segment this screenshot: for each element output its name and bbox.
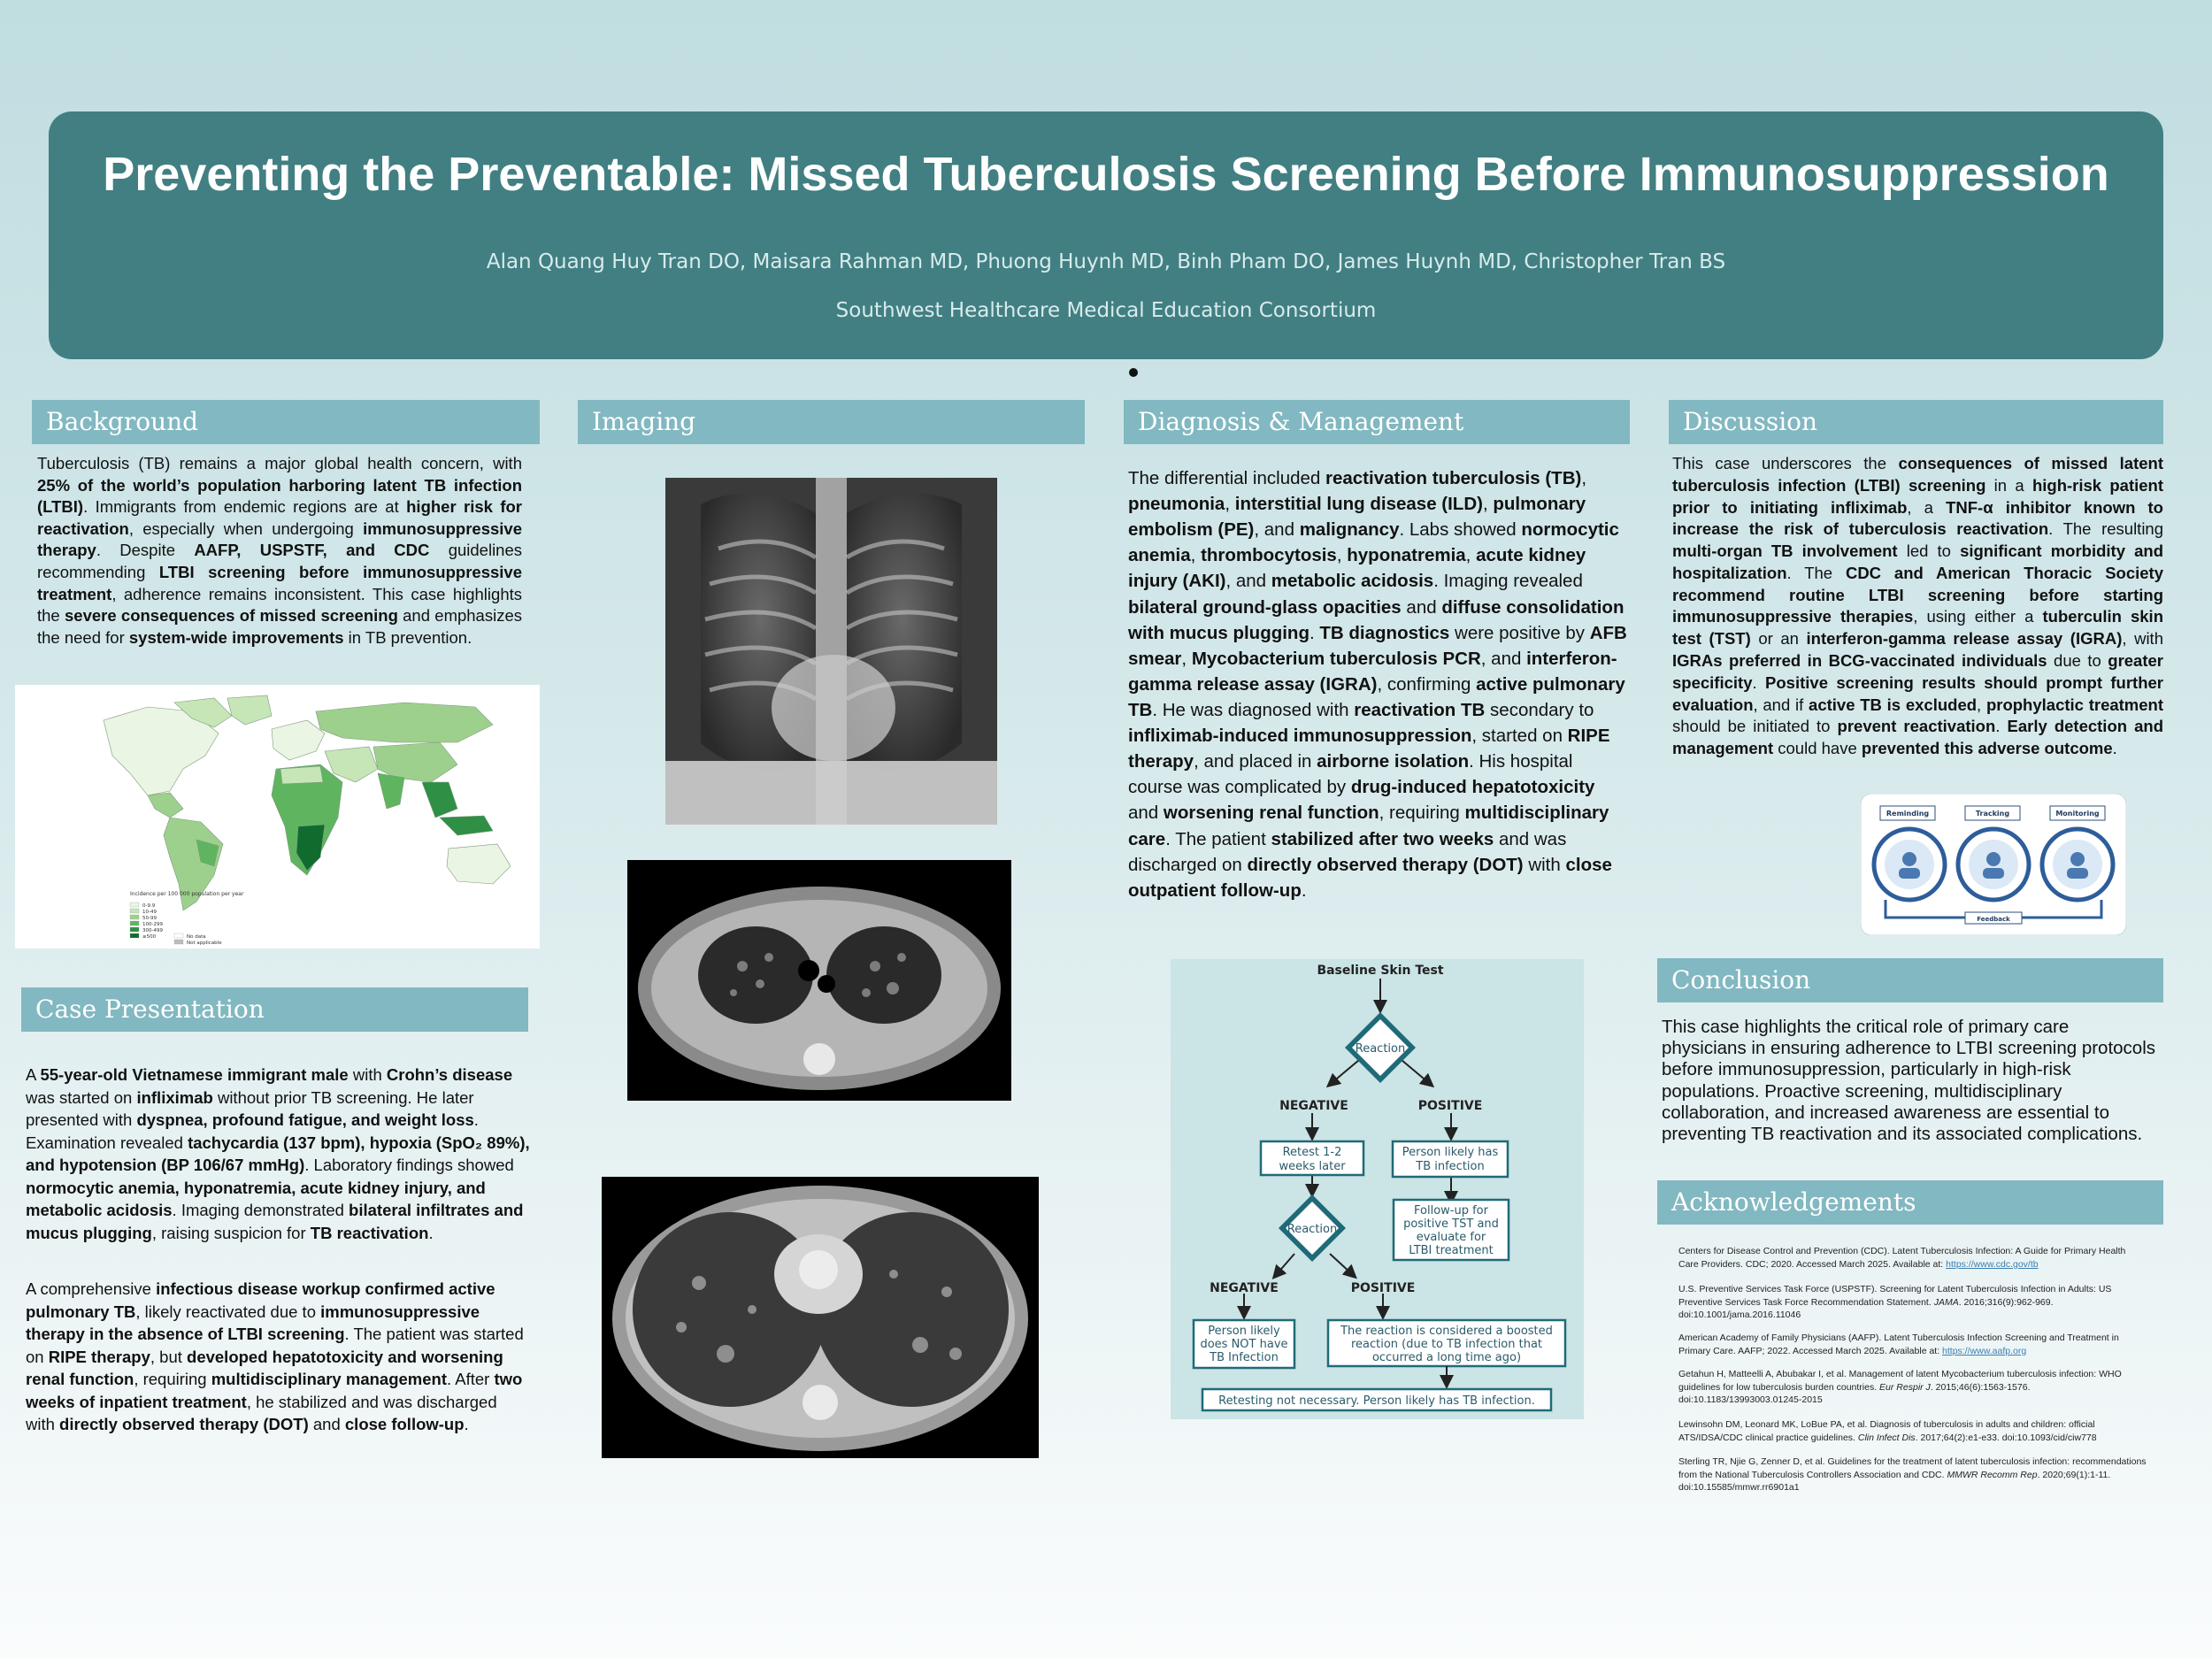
affiliation: Southwest Healthcare Medical Education Consortium <box>835 299 1377 322</box>
reference-link-aafp[interactable]: https://www.aafp.org <box>1942 1345 2027 1356</box>
reference-link-cdc[interactable]: https://www.cdc.gov/tb <box>1946 1258 2039 1270</box>
conclusion-text: This case highlights the critical role of primary care physicians in ensuring adherence to LTBI screening protocols before immunosuppression, particularly in high-risk populations. Proactive screening, multidisciplinary collaboration, and increased awareness are essential to preventing TB reactivation and its associated complications. <box>1662 1017 2155 1144</box>
reference-1: Centers for Disease Control and Prevention (CDC). Latent Tuberculosis Infection: A Guide for Primary Health Care Providers. CDC; 2020. Accessed March 2025. Available at: https://www.cdc.gov/tb <box>1678 1246 2126 1270</box>
map-legend-item: ≥500 <box>142 934 157 940</box>
tb-incidence-map <box>15 685 540 949</box>
section-header-background: Background <box>32 400 540 444</box>
ct-upper-chest-image <box>627 860 1011 1101</box>
flow-not-2: does NOT have <box>1200 1338 1288 1351</box>
diagnosis-text: The differential included reactivation tuberculosis (TB), pneumonia, interstitial lung disease (ILD), pulmonary embolism (PE), and malignancy. Labs showed normocytic anemia, thrombocytosis, hyponatremia, acute kidney injury (AKI), and metabolic acidosis. Imaging revealed bilateral ground-glass opacities and diffuse consolidation with mucus plugging. TB diagnostics were positive by AFB smear, Mycobacterium tuberculosis PCR, and interferon-gamma release assay (IGRA), confirming active pulmonary TB. He was diagnosed with reactivation TB secondary to infliximab-induced immunosuppression, started on RIPE therapy, and placed in airborne isolation. His hospital course was complicated by drug-induced hepatotoxicity and worsening renal function, requiring multidisciplinary care. The patient stabilized after two weeks and was discharged on directly observed therapy (DOT) with close outpatient follow-up. <box>1128 468 1627 901</box>
tst-flowchart <box>1171 959 1584 1419</box>
map-legend-item: No data <box>187 934 206 940</box>
flow-negative-1: NEGATIVE <box>1279 1099 1348 1113</box>
map-legend-item: 10-49 <box>142 910 157 915</box>
flow-baseline: Baseline Skin Test <box>1317 964 1444 978</box>
flow-reaction-2: Reaction <box>1286 1223 1338 1236</box>
reference-5: Lewinsohn DM, Leonard MK, LoBue PA, et al. Diagnosis of tuberculosis in adults and children: official ATS/IDSA/CDC clinical practice guidelines. Clin Infect Dis. 2017;64(2):e1-e33. doi:10.1093/cid/ciw778 <box>1678 1419 2097 1443</box>
flow-positive-2: POSITIVE <box>1350 1281 1416 1295</box>
reference-4: Getahun H, Matteelli A, Abubakar I, et al. Management of latent Mycobacterium tuberculosis infection: WHO guidelines for low tuberculosis burden countries. Eur Respir J. 2015;46(6):1563-1576. doi:10.1183/13993003.01245-2015 <box>1678 1369 2122 1406</box>
flow-follow-1: Follow-up for <box>1414 1204 1488 1217</box>
flow-not-3: TB Infection <box>1210 1351 1279 1364</box>
flow-boost-3: occurred a long time ago) <box>1371 1351 1522 1364</box>
flow-follow-3: evaluate for <box>1416 1231 1486 1244</box>
flow-boost-1: The reaction is considered a boosted <box>1340 1325 1553 1338</box>
flow-follow-4: LTBI treatment <box>1409 1244 1494 1257</box>
flow-negative-2: NEGATIVE <box>1210 1281 1279 1295</box>
person-icon <box>1986 852 2001 866</box>
person-icon <box>2070 852 2085 866</box>
care-cycle-diagram <box>1861 794 2126 935</box>
section-header-case: Case Presentation <box>21 987 528 1032</box>
section-header-discussion: Discussion <box>1669 400 2163 444</box>
cycle-feedback: Feedback <box>1977 916 2010 923</box>
flow-retest-2: weeks later <box>1279 1160 1346 1173</box>
chest-xray-image <box>665 478 997 825</box>
cycle-monitoring: Monitoring <box>2055 810 2100 818</box>
cycle-reminding: Reminding <box>1886 810 1930 818</box>
background-text: Tuberculosis (TB) remains a major global health concern, with 25% of the world’s population harboring latent TB infection (LTBI). Immigrants from endemic regions are at higher risk for reactivation, especially when undergoing immunosuppressive therapy. Despite AAFP, USPSTF, and CDC guidelines recommending LTBI screening before immunosuppressive treatment, adherence remains inconsistent. This case highlights the severe consequences of missed screening and emphasizes the need for system-wide improvements in TB prevention. <box>37 454 523 647</box>
section-header-diagnosis: Diagnosis & Management <box>1124 400 1630 444</box>
flow-not-1: Person likely <box>1208 1325 1280 1338</box>
map-legend-item: 300-499 <box>142 928 163 933</box>
map-legend-item: 0-9.9 <box>142 903 156 909</box>
section-header-acknowledgements: Acknowledgements <box>1657 1180 2163 1225</box>
poster-title: Preventing the Preventable: Missed Tuberculosis Screening Before Immunosuppression <box>103 148 2109 201</box>
person-icon <box>1902 852 1916 866</box>
flow-boost-2: reaction (due to TB infection that <box>1350 1338 1543 1351</box>
case-text-2: A comprehensive infectious disease workup confirmed active pulmonary TB, likely reactivated due to immunosuppressive therapy in the absence of LTBI screening. The patient was started on RIPE therapy, but developed hepatotoxicity and worsening renal function, requiring multidisciplinary management. After two weeks of inpatient treatment, he stabilized and was discharged with directly observed therapy (DOT) and close follow-up. <box>26 1279 524 1434</box>
reference-2: U.S. Preventive Services Task Force (USPSTF). Screening for Latent Tuberculosis Infection in Adults: US Preventive Services Task Force Recommendation Statement. JAMA. 2016;316(9):962-969. doi:10.1001/jama.2016.11046 <box>1678 1284 2112 1321</box>
flow-follow-2: positive TST and <box>1403 1217 1499 1231</box>
flow-retest-1: Retest 1-2 <box>1282 1146 1342 1159</box>
world-map-graphic <box>15 685 540 949</box>
title-banner <box>49 111 2163 359</box>
reference-6: Sterling TR, Njie G, Zenner D, et al. Guidelines for the treatment of latent tuberculosis infection: recommendations from the National Tuberculosis Controllers Association and CDC. MMWR Recomm Rep. 2020;69(1):1-11. doi:10.15585/mmwr.rr6901a1 <box>1678 1456 2147 1494</box>
section-header-conclusion: Conclusion <box>1657 958 2163 1002</box>
discussion-text: This case underscores the consequences of missed latent tuberculosis infection (LTBI) screening in a high-risk patient prior to initiating infliximab, a TNF-α inhibitor known to increase the risk of tuberculosis reactivation. The resulting multi-organ TB involvement led to significant morbidity and hospitalization. The CDC and American Thoracic Society recommend routine LTBI screening before starting immunosuppressive therapies, using either a tuberculin skin test (TST) or an interferon-gamma release assay (IGRA), with IGRAs preferred in BCG-vaccinated individuals due to greater specificity. Positive screening results should prompt further evaluation, and if active TB is excluded, prophylactic treatment should be initiated to prevent reactivation. Early detection and management could have prevented this adverse outcome. <box>1672 454 2164 758</box>
flow-likely-2: TB infection <box>1416 1160 1485 1173</box>
map-legend-title: Incidence per 100 000 population per year <box>130 891 244 897</box>
reference-3: American Academy of Family Physicians (AAFP). Latent Tuberculosis Infection Screening and Treatment in Primary Care. AAFP; 2022. Accessed March 2025. Available at: https://www.aafp.org <box>1678 1333 2119 1356</box>
section-header-imaging: Imaging <box>578 400 1085 444</box>
flow-likely-1: Person likely has <box>1402 1146 1499 1159</box>
bullet-dot <box>1129 368 1138 377</box>
ct-mid-chest-image <box>602 1177 1039 1458</box>
flow-retest-not: Retesting not necessary. Person likely has TB infection. <box>1218 1394 1535 1408</box>
case-text-1: A 55-year-old Vietnamese immigrant male with Crohn’s disease was started on infliximab without prior TB screening. He later presented with dyspnea, profound fatigue, and weight loss. Examination revealed tachycardia (137 bpm), hypoxia (SpO₂ 89%), and hypotension (BP 106/67 mmHg). Laboratory findings showed normocytic anemia, hyponatremia, acute kidney injury, and metabolic acidosis. Imaging demonstrated bilateral infiltrates and mucus plugging, raising suspicion for TB reactivation. <box>26 1065 530 1242</box>
map-legend-item: 100-299 <box>142 922 163 927</box>
cycle-tracking: Tracking <box>1975 810 2010 818</box>
map-legend-item: 50-99 <box>142 916 157 921</box>
map-legend-item: Not applicable <box>187 941 222 946</box>
flow-reaction-1: Reaction <box>1355 1042 1406 1056</box>
flow-positive-1: POSITIVE <box>1417 1099 1483 1113</box>
author-list: Alan Quang Huy Tran DO, Maisara Rahman MD, Phuong Huynh MD, Binh Pham DO, James Huynh MD, Christopher Tran BS <box>486 250 1726 273</box>
